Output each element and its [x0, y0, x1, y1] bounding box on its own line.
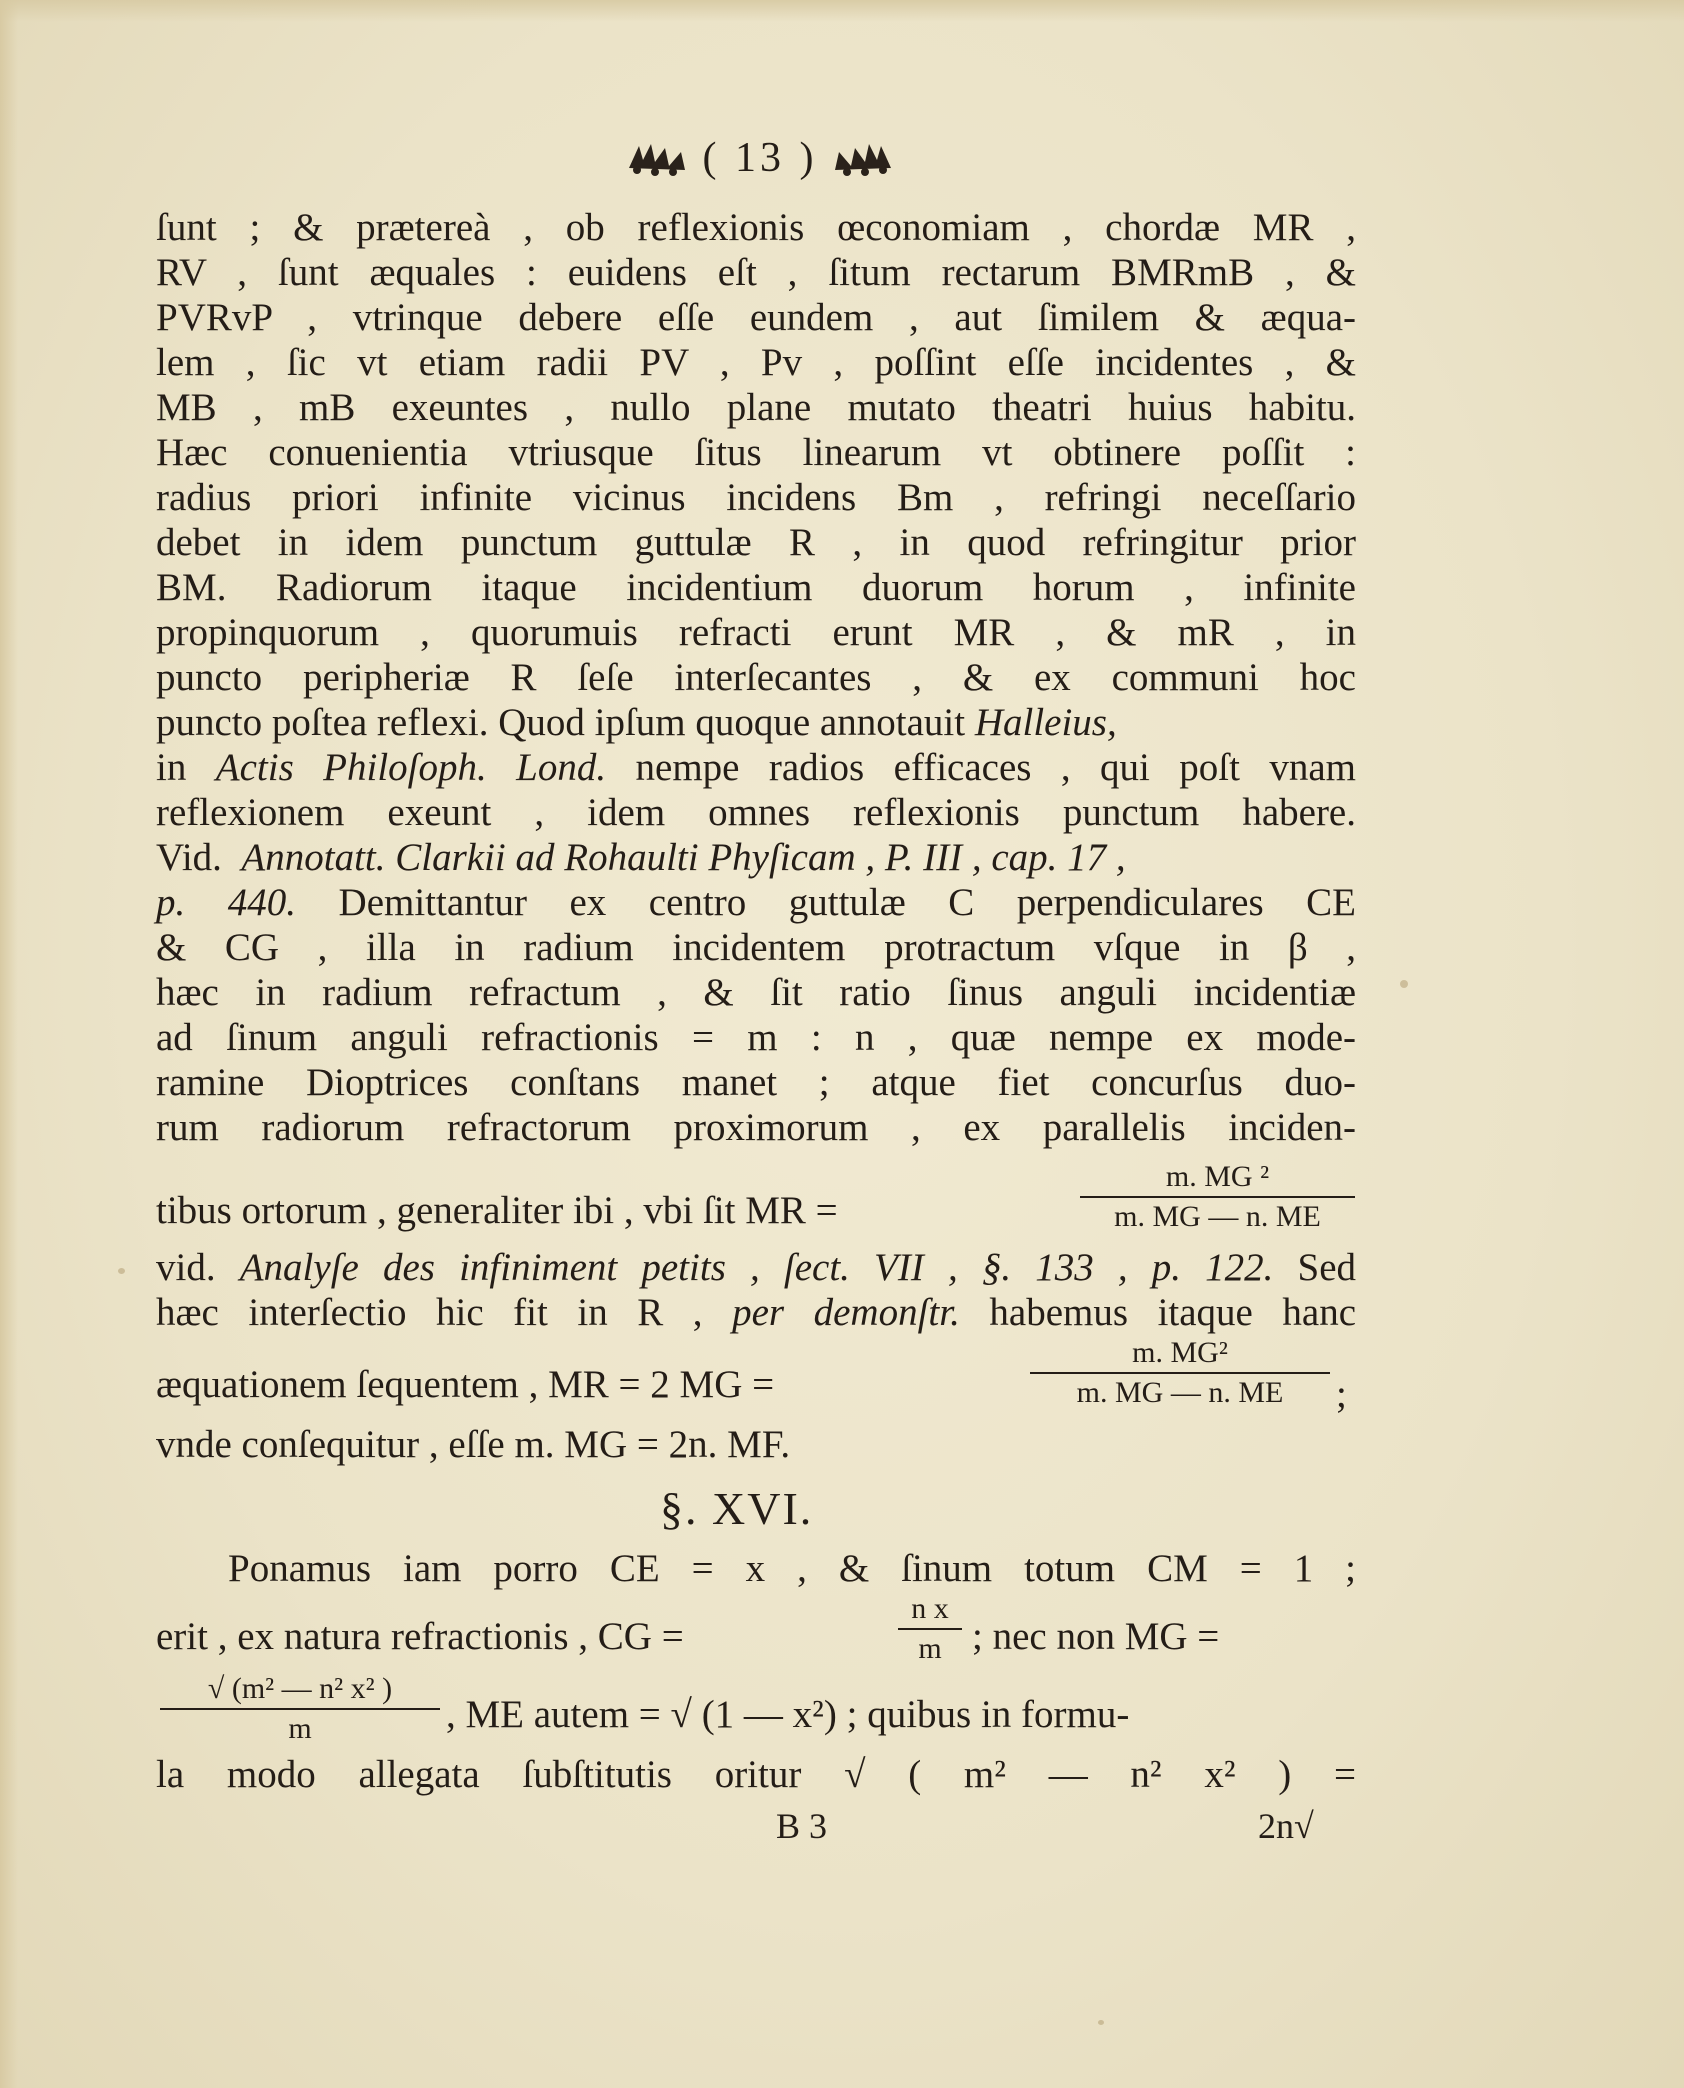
text-run: puncto poſtea reflexi. Quod ipſum quoque annotauit [156, 701, 966, 744]
text-line: PVRvP , vtrinque debere eſſe eundem , aut ſimilem & æqua- [156, 296, 1356, 339]
text-line: rum radiorum refractorum proximorum , ex parallelis inciden- [156, 1106, 1356, 1149]
text-line: lem , ſic vt etiam radii PV , Pv , poſſint eſſe incidentes , & [156, 341, 1356, 384]
text-line: la modo allegata ſubſtitutis oritur √ ( m² — n² x² ) = [156, 1753, 1356, 1796]
fraction-denominator: m. MG — n. ME [1076, 1376, 1284, 1409]
text-line [156, 745, 1356, 791]
text-line [156, 1245, 1356, 1291]
text-run: vid. [156, 1246, 216, 1289]
signature-mark: B 3 [776, 1806, 828, 1846]
fraction-bar [1030, 1372, 1330, 1374]
fraction-mg [160, 1672, 440, 1746]
text-line [156, 880, 1356, 926]
fraction-bar [160, 1708, 440, 1710]
text-run: Demittantur ex centro guttulæ C perpendiculares CE [338, 881, 1357, 924]
fleuron-left-icon [625, 138, 689, 178]
page-number: ( 13 ) [702, 135, 818, 181]
fraction-numerator: n x [911, 1592, 949, 1625]
foxing-spot [118, 1268, 125, 1274]
fraction-denominator: m [918, 1632, 942, 1665]
text-run: nempe radios efficaces , qui poſt vnam [635, 746, 1357, 789]
italic-citation: p. 440. [156, 881, 297, 924]
text-line [156, 1290, 1356, 1336]
italic-citation: Halleius, [974, 701, 1117, 744]
text-line [156, 700, 1366, 746]
text-line: erit , ex natura refractionis , CG = [156, 1615, 684, 1658]
fleuron-right-icon [831, 138, 895, 178]
text-run: in [156, 746, 187, 789]
text-line: hæc in radium refractum , & ſit ratio ſinus anguli incidentiæ [156, 971, 1356, 1014]
fraction-cg [898, 1592, 962, 1666]
text-run: Vid. [156, 836, 222, 879]
page-edge-shadow-left [0, 0, 18, 2088]
fraction-numerator: m. MG ² [1165, 1160, 1270, 1193]
text-run: ; nec non MG = [972, 1615, 1220, 1658]
text-line [156, 835, 1356, 881]
catchword: 2n√ [1258, 1806, 1314, 1846]
page-edge-shadow [0, 0, 1684, 22]
fraction-numerator: √ (m² — n² x² ) [207, 1672, 393, 1705]
text-line: debet in idem punctum guttulæ R , in quod refringitur prior [156, 521, 1356, 564]
text-line: vnde conſequitur , eſſe m. MG = 2n. MF. [156, 1423, 791, 1466]
text-line: reflexionem exeunt , idem omnes reflexionis punctum habere. [156, 791, 1356, 834]
semicolon: ; [1336, 1373, 1347, 1416]
fraction-denominator: m [288, 1712, 312, 1745]
text-run: hæc interſectio hic fit in R , [156, 1291, 703, 1334]
section-heading: §. XVI. [660, 1483, 814, 1534]
text-run: , ME autem = √ (1 — x²) ; quibus in formu- [446, 1693, 1130, 1736]
fraction-mr [1080, 1160, 1355, 1234]
running-head [600, 132, 920, 184]
text-line: BM. Radiorum itaque incidentium duorum horum , infinite [156, 566, 1356, 609]
italic-citation: per demonſtr. [732, 1291, 960, 1334]
text-line: MB , mB exeuntes , nullo plane mutato theatri huius habitu. [156, 386, 1356, 429]
fraction-bar [1080, 1196, 1355, 1198]
text-line: puncto peripheriæ R ſeſe interſecantes , & ex communi hoc [156, 656, 1356, 699]
text-line: & CG , illa in radium incidentem protractum vſque in β , [156, 926, 1356, 969]
text-run: Sed [1297, 1246, 1357, 1289]
italic-citation: Analyſe des infiniment petits , ſect. VII , §. 133 , p. 122. [239, 1246, 1274, 1289]
fraction-equation [1030, 1336, 1330, 1410]
text-line: ramine Dioptrices conſtans manet ; atque fiet concurſus duo- [156, 1061, 1356, 1104]
text-line: tibus ortorum , generaliter ibi , vbi ſit MR = [156, 1189, 838, 1232]
text-line: RV , ſunt æquales : euidens eſt , ſitum rectarum BMRmB , & [156, 251, 1356, 294]
text-line: propinquorum , quorumuis refracti erunt MR , & mR , in [156, 611, 1356, 654]
text-line: radius priori infinite vicinus incidens Bm , refringi neceſſario [156, 476, 1356, 519]
text-line: æquationem ſequentem , MR = 2 MG = [156, 1363, 775, 1406]
text-line: ſunt ; & prætereà , ob reflexionis œconomiam , chordæ MR , [156, 206, 1356, 249]
italic-citation: Actis Philoſoph. Lond. [215, 746, 607, 789]
text-line: Ponamus iam porro CE = x , & ſinum totum CM = 1 ; [228, 1547, 1356, 1590]
fraction-numerator: m. MG² [1132, 1336, 1228, 1369]
text-run: habemus itaque hanc [989, 1291, 1357, 1334]
foxing-spot [1098, 2020, 1104, 2025]
text-line: Hæc conuenientia vtriusque ſitus linearum vt obtinere poſſit : [156, 431, 1356, 474]
foxing-spot [1400, 980, 1408, 988]
italic-citation: Annotatt. Clarkii ad Rohaulti Phyſicam , P. III , cap. 17 , [241, 836, 1126, 879]
text-line: ad ſinum anguli refractionis = m : n , quæ nempe ex mode- [156, 1016, 1356, 1059]
fraction-denominator: m. MG — n. ME [1114, 1200, 1321, 1233]
fraction-bar [898, 1628, 962, 1630]
